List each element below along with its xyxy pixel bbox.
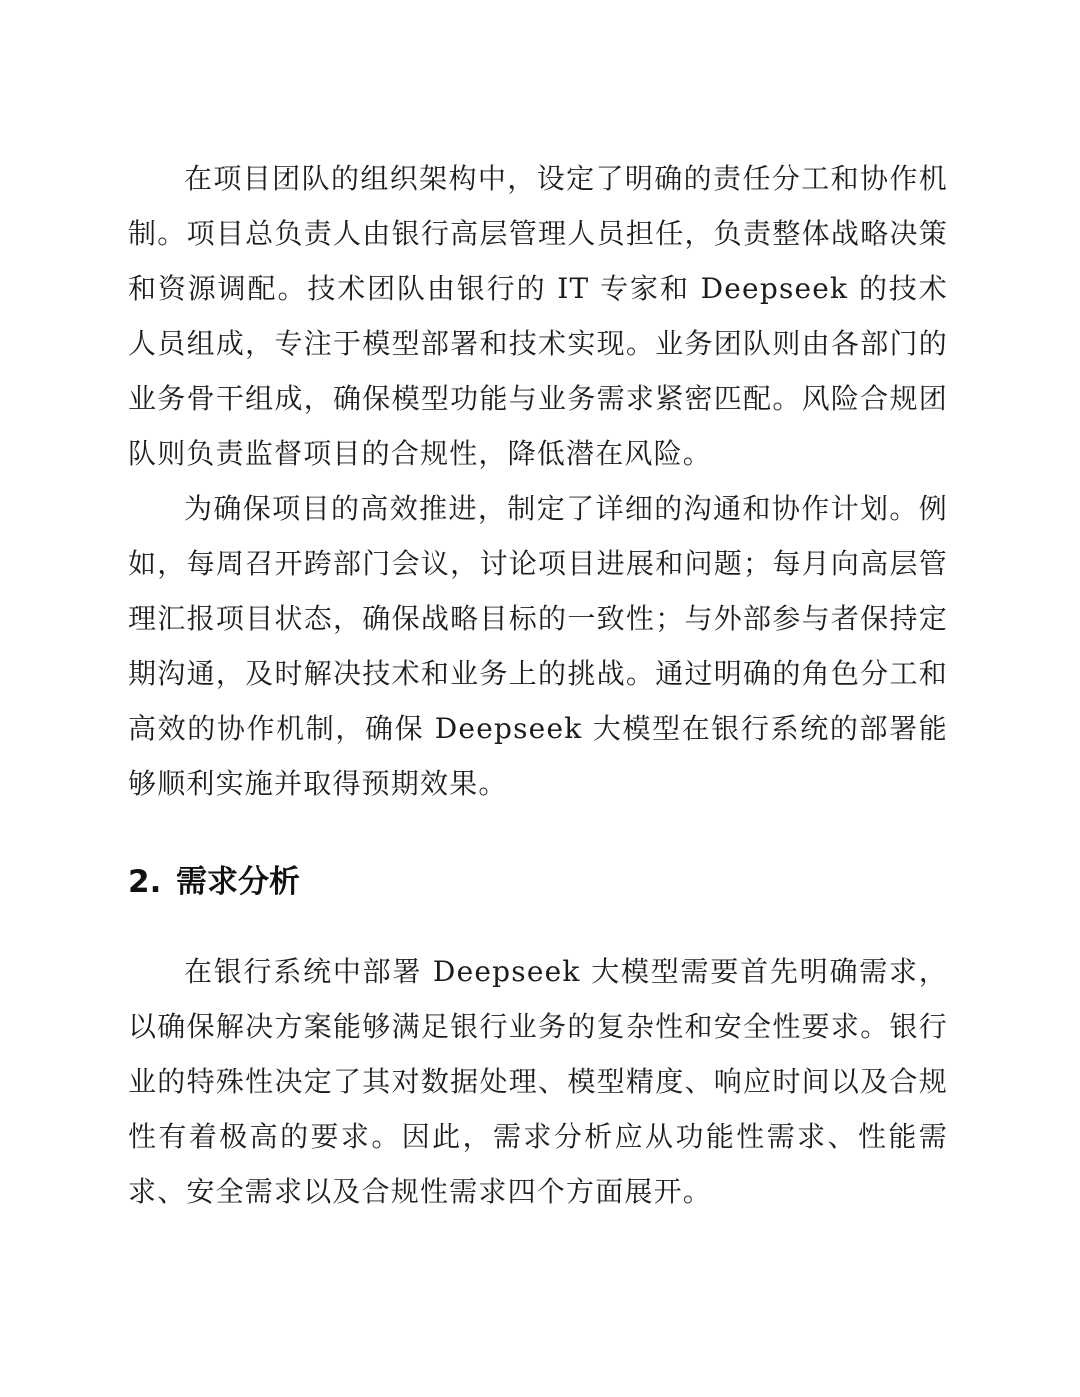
section-title: 需求分析 <box>176 864 300 900</box>
section-heading <box>128 856 300 908</box>
paragraph-requirements-analysis: 在银行系统中部署 Deepseek 大模型需要首先明确需求，以确保解决方案能够满足银行业务的复杂性和安全性要求。银行业的特殊性决定了其对数据处理、模型精度、响应时间以及合规性有着极高的要求。因此，需求分析应从功能性需求、性能需求、安全需求以及合规性需求四个方面展开。 <box>128 955 948 1208</box>
paragraph-team-structure: 在项目团队的组织架构中，设定了明确的责任分工和协作机制。项目总负责人由银行高层管理人员担任，负责整体战略决策和资源调配。技术团队由银行的 IT 专家和 Deepseek 的技术人员组成，专注于模型部署和技术实现。业务团队则由各部门的业务骨干组成，确保模型功能与业务需求紧密匹配。风险合规团队则负责监督项目的合规性，降低潜在风险。 <box>128 162 948 470</box>
section-number: 2. <box>128 864 162 900</box>
paragraph-communication-plan: 为确保项目的高效推进，制定了详细的沟通和协作计划。例如，每周召开跨部门会议，讨论项目进展和问题；每月向高层管理汇报项目状态，确保战略目标的一致性；与外部参与者保持定期沟通，及时解决技术和业务上的挑战。通过明确的角色分工和高效的协作机制，确保 Deepseek 大模型在银行系统的部署能够顺利实施并取得预期效果。 <box>128 492 948 800</box>
